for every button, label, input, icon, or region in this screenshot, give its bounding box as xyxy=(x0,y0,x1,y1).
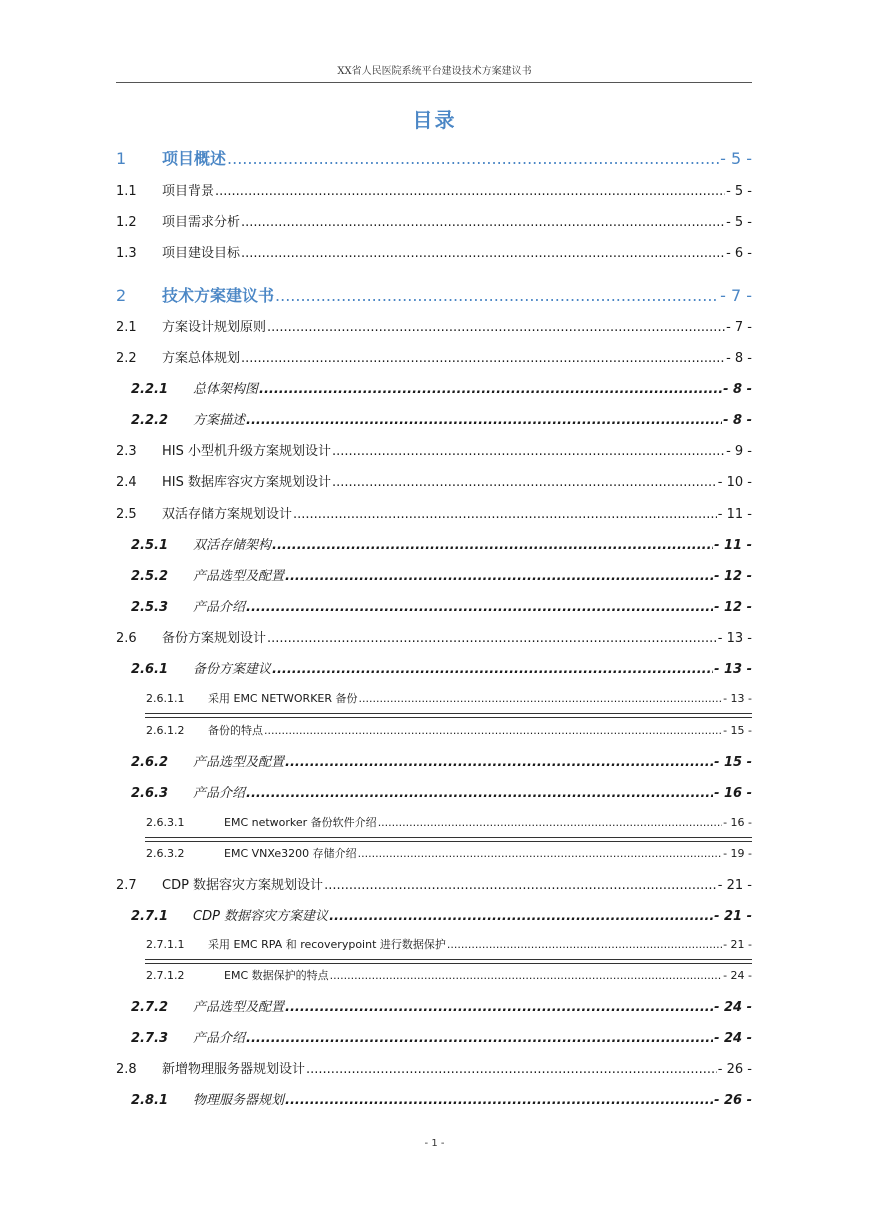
toc-entry-number: 1.2 xyxy=(116,215,137,230)
toc-entry-number: 2.5 xyxy=(116,507,137,522)
toc-entry-title: 产品选型及配置 xyxy=(193,1000,285,1015)
double-rule xyxy=(145,959,752,964)
toc-entry-number: 2.1 xyxy=(116,320,137,335)
toc-entry[interactable] xyxy=(116,690,752,706)
toc-entry-title: 项目建设目标 xyxy=(162,246,241,261)
toc-entry-title: 项目需求分析 xyxy=(162,215,241,230)
dot-leader xyxy=(285,569,713,584)
toc-entry[interactable] xyxy=(116,283,752,306)
toc-entry-title: EMC VNXe3200 存储介绍 xyxy=(224,847,357,860)
toc-entry[interactable] xyxy=(116,874,752,893)
dot-leader xyxy=(332,475,717,490)
toc-entry-number: 2.5.1 xyxy=(131,538,169,553)
toc-entry[interactable] xyxy=(116,503,752,522)
toc-entry-number: 2.8 xyxy=(116,1062,137,1077)
toc-entry-page: - 26 - xyxy=(717,1062,752,1077)
toc-entry-page: - 21 - xyxy=(723,938,752,951)
toc-entry[interactable] xyxy=(116,782,752,801)
toc-entry-page: - 24 - xyxy=(714,1000,752,1015)
toc-entry-title: 方案设计规划原则 xyxy=(162,320,267,335)
toc-entry[interactable] xyxy=(116,347,752,366)
toc-entry-page: - 12 - xyxy=(714,569,752,584)
dot-leader xyxy=(358,847,722,860)
toc-entry-title: 项目背景 xyxy=(162,184,215,199)
toc-entry[interactable] xyxy=(116,905,752,924)
dot-leader xyxy=(329,909,713,924)
dot-leader xyxy=(241,351,725,366)
toc-entry-page: - 7 - xyxy=(720,286,752,305)
toc-entry-page: - 11 - xyxy=(714,538,752,553)
dot-leader xyxy=(246,600,713,615)
toc-entry-number: 2.7.3 xyxy=(131,1031,169,1046)
toc-entry-title: 方案描述 xyxy=(193,413,246,428)
dot-leader xyxy=(259,382,722,397)
toc-entry-number: 2.6 xyxy=(116,631,137,646)
toc-entry[interactable] xyxy=(116,996,752,1015)
toc-entry-title: 物理服务器规划 xyxy=(193,1093,285,1108)
toc-entry-title: CDP 数据容灾方案建议 xyxy=(193,909,329,924)
toc-entry[interactable] xyxy=(116,1089,752,1108)
toc-entry[interactable] xyxy=(116,596,752,615)
toc-entry[interactable] xyxy=(116,1027,752,1046)
toc-entry-title: 总体架构图 xyxy=(193,382,259,397)
toc-entry[interactable] xyxy=(116,814,752,830)
toc-entry[interactable] xyxy=(116,627,752,646)
toc-entry-page: - 13 - xyxy=(717,631,752,646)
double-rule xyxy=(145,713,752,718)
toc-entry-number: 2.6.3.1 xyxy=(146,816,185,829)
dot-leader xyxy=(285,1093,713,1108)
toc-entry-page: - 13 - xyxy=(714,662,752,677)
toc-entry-number: 2.2 xyxy=(116,351,137,366)
toc-entry-number: 2.6.3 xyxy=(131,786,169,801)
toc-entry-title: 产品介绍 xyxy=(193,1031,246,1046)
toc-entry[interactable] xyxy=(116,316,752,335)
toc-entry-number: 1.1 xyxy=(116,184,137,199)
toc-entry-number: 2.2.1 xyxy=(131,382,169,397)
toc-entry-number: 2.7.1 xyxy=(131,909,169,924)
toc-entry-number: 2.2.2 xyxy=(131,413,169,428)
dot-leader xyxy=(272,662,713,677)
dot-leader xyxy=(275,286,719,305)
toc-entry-number: 2.8.1 xyxy=(131,1093,169,1108)
toc-entry-page: - 5 - xyxy=(720,149,752,168)
toc-entry[interactable] xyxy=(116,936,752,952)
toc-entry-number: 2.6.1.2 xyxy=(146,724,185,737)
toc-entry[interactable] xyxy=(116,658,752,677)
toc-entry-page: - 13 - xyxy=(723,692,752,705)
toc-entry-title: CDP 数据容灾方案规划设计 xyxy=(162,878,324,893)
toc-title: 目录 xyxy=(412,108,457,132)
toc-entry-page: - 8 - xyxy=(726,351,752,366)
toc-entry-title: 产品介绍 xyxy=(193,600,246,615)
dot-leader xyxy=(330,969,722,982)
dot-leader xyxy=(246,786,713,801)
toc-entry-number: 2.6.1 xyxy=(131,662,169,677)
toc-entry-page: - 21 - xyxy=(714,909,752,924)
page-number: - 1 - xyxy=(424,1138,445,1149)
toc-entry-page: - 8 - xyxy=(723,413,752,428)
toc-entry-number: 1.3 xyxy=(116,246,137,261)
toc-entry[interactable] xyxy=(116,146,752,169)
toc-entry-page: - 16 - xyxy=(714,786,752,801)
toc-entry-number: 2.6.1.1 xyxy=(146,692,185,705)
toc-entry-page: - 24 - xyxy=(723,969,752,982)
toc-entry[interactable] xyxy=(116,967,752,983)
toc-entry[interactable] xyxy=(116,565,752,584)
toc-entry-number: 2.7.1.1 xyxy=(146,938,185,951)
toc-entry-number: 2.4 xyxy=(116,475,137,490)
dot-leader xyxy=(241,246,725,261)
toc-entry-page: - 12 - xyxy=(714,600,752,615)
toc-entry-title: HIS 小型机升级方案规划设计 xyxy=(162,444,331,459)
toc-entry-title: EMC networker 备份软件介绍 xyxy=(224,816,377,829)
toc-entry-title: 项目概述 xyxy=(162,149,227,168)
toc-entry-number: 2.6.2 xyxy=(131,755,169,770)
toc-entry[interactable] xyxy=(116,409,752,428)
dot-leader xyxy=(241,215,725,230)
toc-entry-title: 备份方案规划设计 xyxy=(162,631,267,646)
toc-entry-title: 产品选型及配置 xyxy=(193,569,285,584)
dot-leader xyxy=(272,538,713,553)
toc-entry[interactable] xyxy=(116,180,752,199)
dot-leader xyxy=(215,184,725,199)
toc-entry[interactable] xyxy=(116,211,752,230)
dot-leader xyxy=(227,149,719,168)
toc-entry-page: - 21 - xyxy=(717,878,752,893)
toc-entry-number: 2.3 xyxy=(116,444,137,459)
dot-leader xyxy=(447,938,722,951)
toc-entry-title: 采用 EMC NETWORKER 备份 xyxy=(208,692,358,705)
toc-entry-number: 2.7.1.2 xyxy=(146,969,185,982)
toc-entry[interactable] xyxy=(116,1058,752,1077)
toc-entry-title: 技术方案建议书 xyxy=(162,286,275,305)
toc-entry-title: 采用 EMC RPA 和 recoverypoint 进行数据保护 xyxy=(208,938,446,951)
toc-entry-number: 2.5.2 xyxy=(131,569,169,584)
toc-entry-page: - 15 - xyxy=(714,755,752,770)
toc-entry[interactable] xyxy=(116,751,752,770)
toc-entry-page: - 5 - xyxy=(726,184,752,199)
toc-entry[interactable] xyxy=(116,378,752,397)
toc-entry-page: - 11 - xyxy=(717,507,752,522)
toc-entry-title: 新增物理服务器规划设计 xyxy=(162,1062,306,1077)
toc-entry-page: - 15 - xyxy=(723,724,752,737)
toc-entry-page: - 5 - xyxy=(726,215,752,230)
toc-entry-page: - 24 - xyxy=(714,1031,752,1046)
toc-entry-page: - 10 - xyxy=(717,475,752,490)
toc-entry-page: - 19 - xyxy=(723,847,752,860)
toc-entry[interactable] xyxy=(116,242,752,261)
toc-entry[interactable] xyxy=(116,534,752,553)
toc-entry-number: 2.5.3 xyxy=(131,600,169,615)
toc-entry-number: 1 xyxy=(116,149,127,168)
toc-entry-title: 方案总体规划 xyxy=(162,351,241,366)
dot-leader xyxy=(264,724,722,737)
toc-entry-number: 2.7 xyxy=(116,878,137,893)
toc-entry-title: EMC 数据保护的特点 xyxy=(224,969,329,982)
dot-leader xyxy=(285,1000,713,1015)
toc-entry[interactable] xyxy=(116,845,752,861)
toc-entry-page: - 9 - xyxy=(726,444,752,459)
dot-leader xyxy=(332,444,725,459)
toc-entry-page: - 7 - xyxy=(726,320,752,335)
toc-entry-title: 产品选型及配置 xyxy=(193,755,285,770)
toc-entry-title: 产品介绍 xyxy=(193,786,246,801)
dot-leader xyxy=(246,413,722,428)
toc-entry[interactable] xyxy=(116,722,752,738)
dot-leader xyxy=(306,1062,717,1077)
toc-entry-page: - 16 - xyxy=(723,816,752,829)
dot-leader xyxy=(359,692,723,705)
dot-leader xyxy=(378,816,722,829)
page-header: XX省人民医院系统平台建设技术方案建议书 xyxy=(337,66,532,77)
toc-entry[interactable] xyxy=(116,471,752,490)
toc-entry-title: 双活存储架构 xyxy=(193,538,272,553)
toc-entry-title: 备份方案建议 xyxy=(193,662,272,677)
toc-entry-page: - 6 - xyxy=(726,246,752,261)
double-rule xyxy=(145,837,752,842)
dot-leader xyxy=(293,507,717,522)
toc-entry-number: 2.7.2 xyxy=(131,1000,169,1015)
dot-leader xyxy=(267,320,725,335)
toc-entry-page: - 8 - xyxy=(723,382,752,397)
toc-entry-page: - 26 - xyxy=(714,1093,752,1108)
dot-leader xyxy=(285,755,713,770)
toc-entry-title: HIS 数据库容灾方案规划设计 xyxy=(162,475,331,490)
dot-leader xyxy=(324,878,717,893)
toc-entry-title: 备份的特点 xyxy=(208,724,263,737)
toc-entry-number: 2 xyxy=(116,286,127,305)
toc-entry[interactable] xyxy=(116,440,752,459)
toc-entry-title: 双活存储方案规划设计 xyxy=(162,507,293,522)
dot-leader xyxy=(246,1031,713,1046)
dot-leader xyxy=(267,631,717,646)
toc-entry-number: 2.6.3.2 xyxy=(146,847,185,860)
